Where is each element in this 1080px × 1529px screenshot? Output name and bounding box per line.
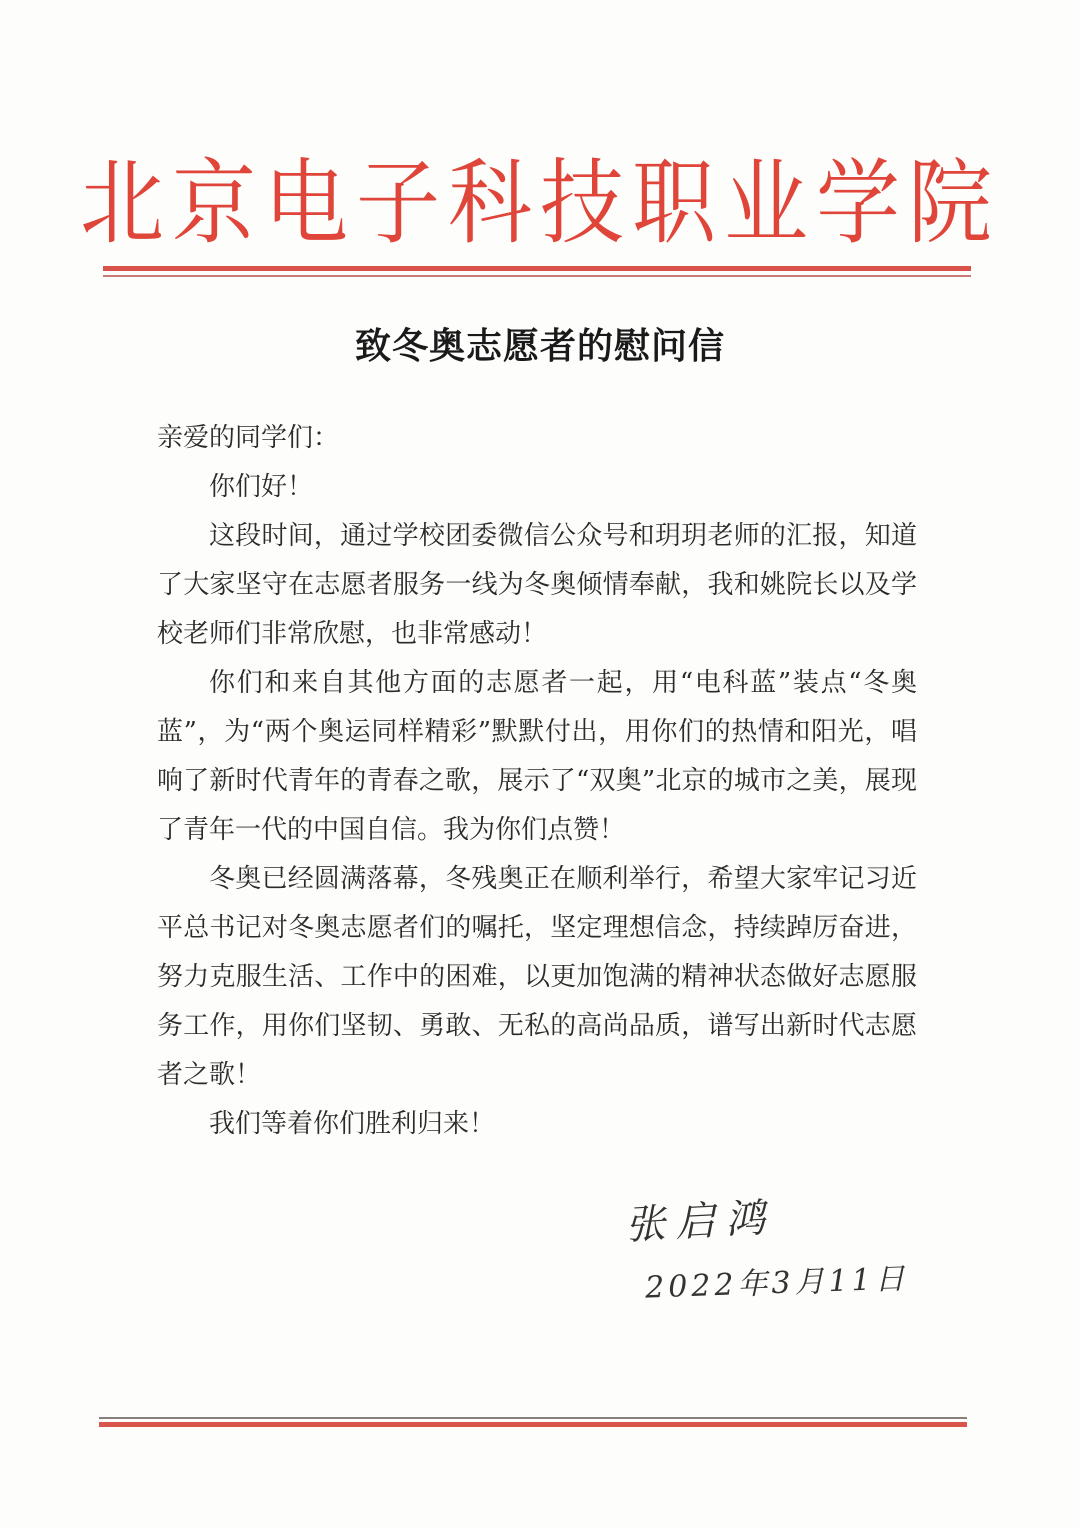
- letter-paragraph-closing: 我们等着你们胜利归来！: [209, 1109, 496, 1139]
- footer-divider-thick: [99, 1422, 967, 1427]
- letter-paragraph: 你们和来自其他方面的志愿者一起，用“电科蓝”装点“冬奥蓝”，为“两个奥运同样精彩”默默付出，用你们的热情和阳光，唱响了新时代青年的青春之歌，展示了“双奥”北京的城市之美，展现了青年一代的中国自信。我为你们点赞！: [157, 668, 917, 845]
- letter-paragraph: 冬奥已经圆满落幕，冬残奥正在顺利举行，希望大家牢记习近平总书记对冬奥志愿者们的嘱托，坚定理想信念，持续踔厉奋进，努力克服生活、工作中的困难，以更加饱满的精神状态做好志愿服务工作，用你们坚韧、勇敢、无私的高尚品质，谱写出新时代志愿者之歌！: [157, 864, 917, 1090]
- letter-paragraph-greeting: 你们好！: [209, 472, 314, 502]
- letter-body: [157, 414, 917, 1149]
- handwritten-date: 2022年3月11日: [644, 1261, 910, 1306]
- letter-salutation: 亲爱的同学们：: [157, 423, 340, 453]
- letterhead-institution-name: 北京电子科技职业学院: [79, 149, 1000, 257]
- letter-title: 致冬奥志愿者的慰问信: [354, 326, 725, 367]
- handwritten-signature: 张启鸿: [624, 1195, 777, 1249]
- footer-divider-thin: [99, 1417, 967, 1419]
- letterhead-divider-thin: [103, 275, 971, 277]
- letter-paragraph: 这段时间，通过学校团委微信公众号和玥玥老师的汇报，知道了大家坚守在志愿者服务一线为冬奥倾情奉献，我和姚院长以及学校老师们非常欣慰，也非常感动！: [157, 521, 917, 649]
- letterhead-divider-thick: [103, 266, 971, 271]
